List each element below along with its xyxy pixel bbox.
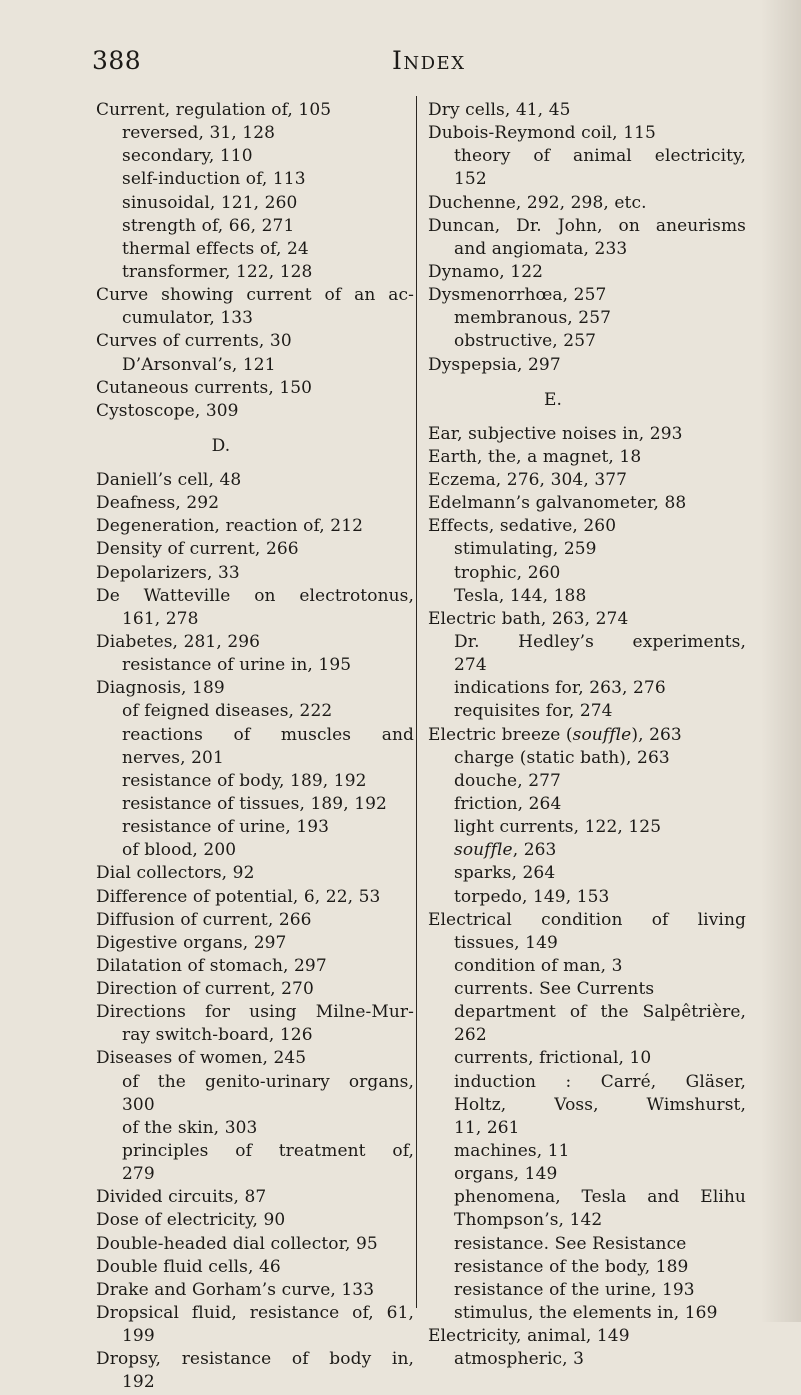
index-subentry: sparks, 264 [454,863,556,884]
index-entry: Dropsy, resistance of body in, [96,1349,414,1370]
index-subentry: reversed, 31, 128 [122,123,276,144]
index-subentry: 274 [454,655,487,676]
index-subentry: of blood, 200 [122,840,237,861]
index-subentry: trophic, 260 [454,562,561,583]
index-subentry: resistance. See Resistance [454,1233,687,1254]
index-subentry: 300 [122,1094,155,1115]
index-subentry: requisites for, 274 [454,701,613,722]
index-entry: Double fluid cells, 46 [96,1256,281,1277]
index-entry: Double-headed dial collector, 95 [96,1233,378,1254]
index-subentry: condition of man, 3 [454,955,623,976]
index-subentry: of feigned diseases, 222 [122,701,333,722]
index-column-left [96,99,426,1395]
index-subentry: resistance of the urine, 193 [454,1279,695,1300]
index-entry: Curves of currents, 30 [96,331,292,352]
index-entry: Electrical condition of living [428,909,746,930]
index-entry: Daniell’s cell, 48 [96,469,242,490]
index-subentry: membranous, 257 [454,308,612,329]
index-entry: Direction of current, 270 [96,979,314,1000]
index-entry: Density of current, 266 [96,539,299,560]
index-subentry: resistance of urine in, 195 [122,655,352,676]
index-entry: Electricity, animal, 149 [428,1326,630,1347]
index-subentry: souffle, 263 [454,840,557,861]
index-entry: Dubois-Reymond coil, 115 [428,123,656,144]
index-entry: Eczema, 276, 304, 377 [428,469,628,490]
index-entry: Ear, subjective noises in, 293 [428,423,683,444]
index-subentry: tissues, 149 [454,932,558,953]
index-entry: Drake and Gorham’s curve, 133 [96,1279,375,1300]
index-entry: De Watteville on electrotonus, [96,585,414,606]
index-subentry: atmospheric, 3 [454,1349,585,1370]
index-subentry: Dr. Hedley’s experiments, [454,631,746,652]
index-entry: Electric breeze (souffle), 263 [428,724,682,745]
index-entry: Dilatation of stomach, 297 [96,955,327,976]
index-subentry: reactions of muscles and [122,724,414,745]
index-entry: Dynamo, 122 [428,261,544,282]
index-subentry: Tesla, 144, 188 [454,585,587,606]
index-entry: Dysmenorrhœa, 257 [428,285,607,306]
index-subentry: principles of treatment of, [122,1141,414,1162]
index-subentry: Thompson’s, 142 [454,1210,603,1231]
index-subentry: 279 [122,1164,155,1185]
index-entry: Effects, sedative, 260 [428,516,617,537]
index-entry: Current, regulation of, 105 [96,100,332,120]
index-subentry: D’Arsonval’s, 121 [122,354,276,375]
index-subentry: induction : Carré, Gläser, [454,1071,746,1092]
index-subentry: friction, 264 [454,793,562,814]
index-subentry: sinusoidal, 121, 260 [122,192,298,213]
index-subentry: Holtz, Voss, Wimshurst, [454,1094,746,1115]
index-subentry: stimulating, 259 [454,539,597,560]
index-entry: Edelmann’s galvanometer, 88 [428,493,687,514]
section-letter-heading: E. [543,389,562,410]
index-entry: Dropsical fluid, resistance of, 61, [96,1303,414,1324]
index-entry: Depolarizers, 33 [96,562,240,583]
index-entry: Deafness, 292 [96,493,220,514]
index-subentry: charge (static bath), 263 [454,747,670,768]
index-subentry: phenomena, Tesla and Elihu [454,1187,746,1208]
index-subentry: of the genito-urinary organs, [122,1071,414,1092]
index-subentry: thermal effects of, 24 [122,238,309,259]
index-subentry: nerves, 201 [122,747,224,768]
running-title: Index [392,46,466,75]
index-entry: Difference of potential, 6, 22, 53 [96,886,381,907]
index-subentry: ray switch-board, 126 [122,1025,313,1046]
index-subentry: resistance of tissues, 189, 192 [122,793,387,814]
index-entry: Divided circuits, 87 [96,1187,267,1208]
index-subentry: douche, 277 [454,770,561,791]
section-letter-heading: D. [211,435,231,456]
index-subentry: self-induction of, 113 [122,169,306,190]
index-entry: Cystoscope, 309 [96,400,239,421]
index-subentry: resistance of urine, 193 [122,817,330,838]
index-entry: Dial collectors, 92 [96,863,255,884]
index-column-right [428,99,758,1371]
index-entry: Cutaneous currents, 150 [96,377,313,398]
index-subentry: 192 [122,1372,155,1393]
index-entry: Diseases of women, 245 [96,1048,307,1069]
index-entry: Degeneration, reaction of, 212 [96,516,364,537]
index-entry: Diffusion of current, 266 [96,909,312,930]
index-subentry: 199 [122,1326,155,1347]
index-entry: Dose of electricity, 90 [96,1210,286,1231]
index-subentry: machines, 11 [454,1141,570,1162]
index-subentry: 152 [454,169,487,190]
page-edge-shadow [761,0,801,1322]
index-entry: Duncan, Dr. John, on aneurisms [428,215,746,236]
index-entry: Dyspepsia, 297 [428,354,561,375]
index-subentry: resistance of the body, 189 [454,1256,689,1277]
index-subentry: 11, 261 [454,1117,520,1138]
index-subentry: transformer, 122, 128 [122,261,313,282]
index-entry: Diagnosis, 189 [96,678,225,699]
index-subentry: obstructive, 257 [454,331,597,352]
index-entry: Directions for using Milne-Mur- [96,1002,414,1023]
index-subentry: torpedo, 149, 153 [454,886,610,907]
index-subentry: secondary, 110 [122,146,253,167]
index-entry: Earth, the, a magnet, 18 [428,446,642,467]
index-entry: Electric bath, 263, 274 [428,608,629,629]
index-subentry: theory of animal electricity, [454,146,746,167]
column-divider [416,96,417,1308]
index-subentry: strength of, 66, 271 [122,215,295,236]
index-subentry: of the skin, 303 [122,1117,258,1138]
index-entry: Diabetes, 281, 296 [96,631,261,652]
index-subentry: 262 [454,1025,487,1046]
index-subentry: and angiomata, 233 [454,238,628,259]
index-entry: Duchenne, 292, 298, etc. [428,192,647,213]
index-subentry: resistance of body, 189, 192 [122,770,367,791]
index-subentry: 161, 278 [122,608,199,629]
index-subentry: organs, 149 [454,1164,558,1185]
index-entry: Digestive organs, 297 [96,932,287,953]
page-header [0,46,801,86]
index-subentry: cumulator, 133 [122,308,254,329]
index-subentry: indications for, 263, 276 [454,678,666,699]
index-subentry: stimulus, the elements in, 169 [454,1303,718,1324]
index-subentry: department of the Salpêtrière, [454,1002,746,1023]
index-subentry: light currents, 122, 125 [454,817,662,838]
index-entry: Dry cells, 41, 45 [428,100,571,120]
index-subentry: currents. See Currents [454,979,655,1000]
page-number: 388 [92,46,142,75]
index-subentry: currents, frictional, 10 [454,1048,652,1069]
index-entry: Curve showing current of an ac- [96,285,414,306]
